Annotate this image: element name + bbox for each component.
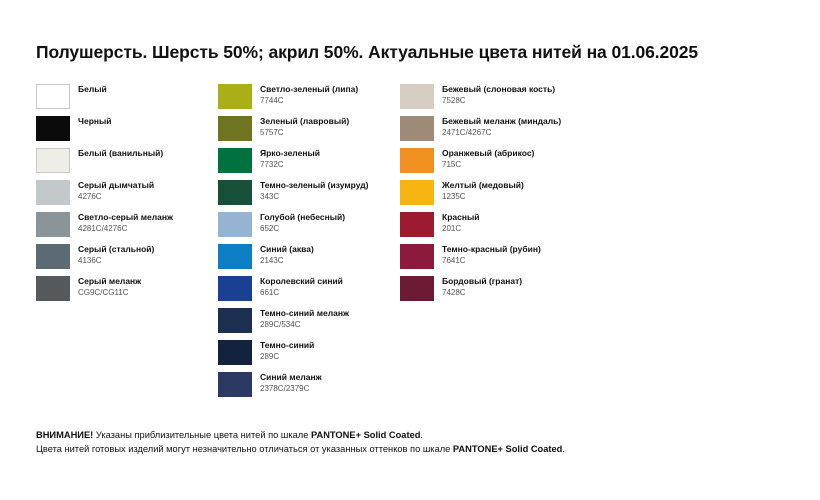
swatch-item [36,244,218,276]
color-swatch [400,276,434,301]
swatch-name: Бордовый (гранат) [442,276,523,286]
swatch-text [260,372,322,393]
swatch-text [442,148,534,169]
swatch-text [78,276,141,297]
footer-line-2 [36,442,796,456]
swatch-text [78,212,173,233]
page-title: Полушерсть. Шерсть 50%; акрил 50%. Актуальные цвета нитей на 01.06.2025 [36,42,699,62]
swatch-item [218,212,400,244]
swatch-item [218,84,400,116]
swatch-code: 7528C [442,95,466,105]
swatch-code: 289C [260,351,280,361]
swatch-column-2 [218,84,400,404]
swatch-code: 289C/534C [260,319,301,329]
color-swatch [36,148,70,173]
pantone-label-2: PANTONE+ Solid Coated [452,444,563,455]
footer-line-2-text: Цвета нитей готовых изделий могут незначительно отличаться от указанных оттенков по шкале [36,444,453,455]
swatch-code: 652C [260,223,280,233]
swatch-item [218,340,400,372]
swatch-item [218,244,400,276]
color-swatch [36,276,70,301]
swatch-text [260,340,314,361]
swatch-name: Бежевый (слоновая кость) [442,84,556,94]
color-swatch [36,84,70,109]
swatch-item [400,84,582,116]
color-swatch [218,180,252,205]
swatch-name: Зеленый (лавровый) [260,116,350,126]
swatch-name: Синий (аква) [260,244,314,254]
swatch-text [442,116,561,137]
swatch-text [260,180,368,201]
swatch-item [36,212,218,244]
swatch-text [442,244,541,265]
swatch-text [260,244,314,265]
color-swatch [218,148,252,173]
swatch-name: Светло-зеленый (липа) [260,84,359,94]
swatch-name: Королевский синий [260,276,343,286]
color-swatch [218,84,252,109]
color-swatch [400,244,434,269]
color-swatch [400,212,434,237]
swatch-text [78,148,163,160]
swatch-name: Синий меланж [260,372,322,382]
swatch-code: 7744C [260,95,284,105]
swatch-code: 2378C/2379C [260,383,310,393]
swatch-text [260,148,320,169]
swatch-item [218,180,400,212]
footer-note [36,428,796,457]
color-swatch [36,244,70,269]
swatch-columns [36,84,792,404]
swatch-item [400,244,582,276]
swatch-name: Черный [78,116,112,126]
swatch-text [442,84,555,105]
swatch-item [218,372,400,404]
swatch-text [442,276,522,297]
swatch-name: Голубой (небесный) [260,212,346,222]
swatch-text [442,212,479,233]
swatch-name: Ярко-зеленый [260,148,320,158]
swatch-code: CG9C/CG11C [78,287,129,297]
swatch-name: Темно-зеленый (изумруд) [260,180,369,190]
swatch-code: 4276C [78,191,102,201]
swatch-text [260,84,358,105]
color-swatch [218,340,252,365]
swatch-item [36,276,218,308]
color-swatch [218,308,252,333]
swatch-column-3 [400,84,582,404]
swatch-text [78,244,154,265]
swatch-text [78,84,107,96]
color-swatch [36,212,70,237]
color-swatch [400,180,434,205]
swatch-code: 7641C [442,255,466,265]
swatch-item [36,180,218,212]
swatch-name: Красный [442,212,480,222]
footer-line-2-end: . [562,444,565,455]
swatch-item [400,276,582,308]
swatch-code: 7732C [260,159,284,169]
swatch-code: 2143C [260,255,284,265]
swatch-code: 4281C/4276C [78,223,128,233]
color-swatch [400,116,434,141]
swatch-name: Темно-синий меланж [260,308,350,318]
swatch-text [442,180,524,201]
color-swatch [400,84,434,109]
swatch-name: Темно-красный (рубин) [442,244,541,254]
color-swatch [400,148,434,173]
swatch-text [260,308,349,329]
swatch-name: Серый (стальной) [78,244,155,254]
swatch-text [78,116,112,128]
attention-label: ВНИМАНИЕ! [36,430,94,440]
color-swatch [218,244,252,269]
swatch-code: 2471C/4267C [442,127,492,137]
swatch-column-1 [36,84,218,404]
swatch-code: 201C [442,223,462,233]
swatch-item [400,212,582,244]
swatch-item [218,308,400,340]
swatch-name: Светло-серый меланж [78,212,174,222]
swatch-code: 7428C [442,287,466,297]
swatch-name: Темно-синий [260,340,315,350]
swatch-code: 4136C [78,255,102,265]
color-swatch [218,372,252,397]
color-swatch [36,180,70,205]
swatch-code: 661C [260,287,280,297]
swatch-text [260,212,345,233]
swatch-name: Желтый (медовый) [442,180,524,190]
swatch-item [400,116,582,148]
swatch-name: Бежевый меланж (миндаль) [442,116,562,126]
swatch-code: 1235C [442,191,466,201]
footer-line-1 [36,428,796,442]
swatch-text [260,276,343,297]
swatch-name: Белый (ванильный) [78,148,164,158]
swatch-item [218,148,400,180]
swatch-item [218,116,400,148]
footer-line-1-end: . [420,430,423,440]
swatch-text [78,180,154,201]
swatch-code: 343C [260,191,280,201]
swatch-item [400,148,582,180]
swatch-name: Серый меланж [78,276,142,286]
swatch-item [36,84,218,116]
swatch-item [36,148,218,180]
footer-line-1-text: Указаны приблизительные цвета нитей по шкале [93,430,311,440]
swatch-code: 715C [442,159,462,169]
swatch-name: Оранжевый (абрикос) [442,148,535,158]
color-swatch [36,116,70,141]
swatch-text [260,116,349,137]
color-swatch [218,276,252,301]
swatch-name: Белый [78,84,107,94]
pantone-label-1: PANTONE+ Solid Coated [310,430,421,440]
color-swatch [218,212,252,237]
swatch-item [400,180,582,212]
swatch-code: 5757C [260,127,284,137]
color-swatch [218,116,252,141]
swatch-name: Серый дымчатый [78,180,155,190]
swatch-item [218,276,400,308]
swatch-item [36,116,218,148]
